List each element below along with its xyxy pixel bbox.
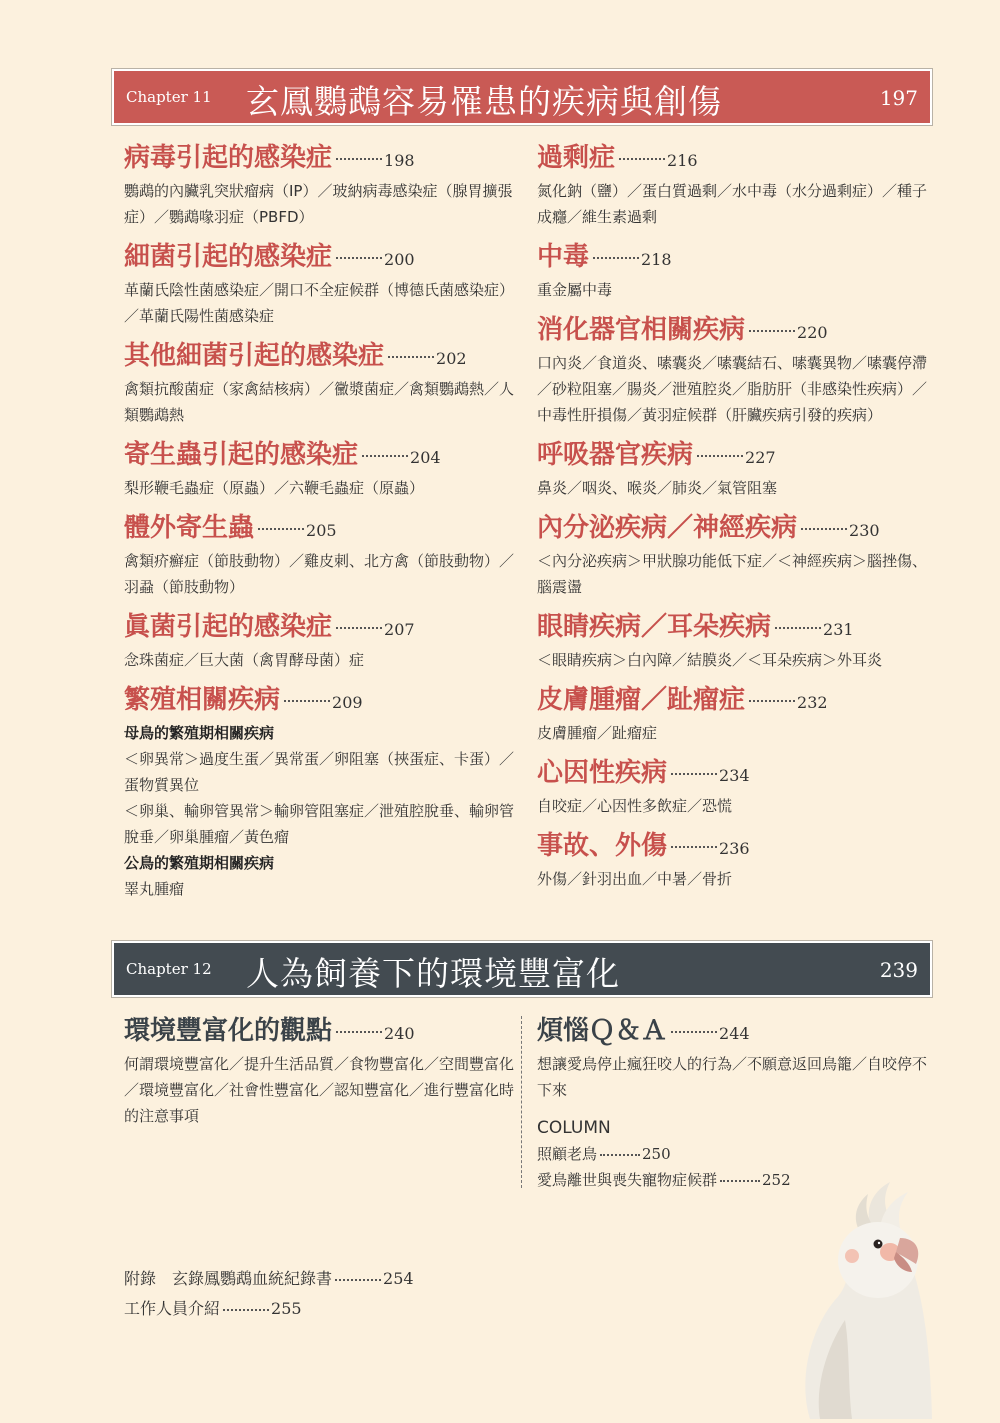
chapter-title: 玄鳳鸚鵡容易罹患的疾病與創傷	[246, 82, 722, 121]
section-heading[interactable]: 細菌引起的感染症 200	[124, 242, 415, 272]
section-topics: 禽類抗酸菌症（家禽結核病）／黴漿菌症／禽類鸚鵡熱／人類鸚鵡熱	[124, 380, 515, 424]
toc-section	[537, 511, 932, 600]
appendix-entry[interactable]: 工作人員介紹 255	[124, 1299, 302, 1318]
appendix-entry[interactable]: 附錄 玄錄鳳鸚鵡血統紀錄書 254	[124, 1269, 414, 1288]
subsection-title: 公鳥的繁殖期相關疾病	[124, 854, 275, 872]
section-topics: ＜內分泌疾病＞甲狀腺功能低下症／＜神經疾病＞腦挫傷、腦震盪	[537, 552, 928, 596]
section-heading[interactable]: 內分泌疾病／神經疾病 230	[537, 513, 880, 543]
toc-section	[537, 438, 932, 501]
entry-page-number: 255	[271, 1299, 302, 1318]
section-heading[interactable]: 寄生蟲引起的感染症 204	[124, 440, 441, 470]
section-topics: 氮化鈉（鹽）／蛋白質過剩／水中毒（水分過剩症）／種子成癮／維生素過剩	[537, 182, 928, 226]
section-topics: 念珠菌症／巨大菌（禽胃酵母菌）症	[124, 651, 365, 669]
section-page-number: 218	[641, 250, 672, 269]
section-topics: 禽類疥癬症（節肢動物）／雞皮刺、北方禽（節肢動物）／羽蝨（節肢動物）	[124, 552, 515, 596]
section-heading[interactable]: 其他細菌引起的感染症 202	[124, 341, 467, 371]
section-heading[interactable]: 中毒 218	[537, 242, 672, 272]
chapter-11-right-column	[537, 141, 932, 902]
section-topics: 想讓愛鳥停止瘋狂咬人的行為／不願意返回鳥籠／自咬停不下來	[537, 1055, 928, 1099]
section-page-number: 207	[384, 620, 415, 639]
section-page-number: 244	[719, 1024, 750, 1043]
section-heading[interactable]: 心因性疾病 234	[537, 758, 750, 788]
toc-section	[537, 240, 932, 303]
chapter-label: Chapter 11	[126, 88, 212, 106]
chapter-label: Chapter 12	[126, 960, 212, 978]
section-heading[interactable]: 體外寄生蟲 205	[124, 513, 337, 543]
section-heading[interactable]: 病毒引起的感染症 198	[124, 143, 415, 173]
section-page-number: 232	[797, 693, 828, 712]
section-page-number: 234	[719, 766, 750, 785]
section-topics: ＜眼睛疾病＞白內障／結膜炎／＜耳朵疾病＞外耳炎	[537, 651, 883, 669]
column-entry[interactable]: 愛鳥離世與喪失寵物症候群 252	[537, 1171, 791, 1189]
chapter-12-right-column	[537, 1014, 932, 1193]
section-topics: 梨形鞭毛蟲症（原蟲）／六鞭毛蟲症（原蟲）	[124, 479, 425, 497]
toc-section	[124, 438, 514, 501]
section-topics: 重金屬中毒	[537, 281, 613, 299]
chapter-page-number[interactable]: 239	[879, 958, 918, 982]
column-divider	[521, 1016, 522, 1188]
section-page-number: 220	[797, 323, 828, 342]
toc-section	[124, 339, 514, 428]
section-heading[interactable]: 環境豐富化的觀點 240	[124, 1016, 415, 1046]
section-topics: ＜卵異常＞過度生蛋／異常蛋／卵阻塞（挾蛋症、卡蛋）／蛋物質異位	[124, 750, 515, 794]
section-heading[interactable]: 呼吸器官疾病 227	[537, 440, 776, 470]
toc-section	[537, 683, 932, 746]
column-entry[interactable]: 照顧老鳥 250	[537, 1145, 671, 1163]
section-page-number: 200	[384, 250, 415, 269]
chapter-page-number[interactable]: 197	[879, 86, 918, 110]
chapter-12-left-column	[124, 1014, 514, 1139]
toc-section	[537, 829, 932, 892]
section-page-number: 204	[410, 448, 441, 467]
section-page-number: 236	[719, 839, 750, 858]
toc-section	[124, 240, 514, 329]
chapter-12-header	[112, 941, 932, 997]
toc-section	[537, 756, 932, 819]
cockatiel-photo	[790, 1180, 940, 1423]
toc-section	[537, 610, 932, 673]
section-heading[interactable]: 過剩症 216	[537, 143, 698, 173]
section-topics: 自咬症／心因性多飲症／恐慌	[537, 797, 733, 815]
section-page-number: 230	[849, 521, 880, 540]
section-heading[interactable]: 繁殖相關疾病 209	[124, 685, 363, 715]
column-label: COLUMN	[537, 1118, 611, 1138]
section-topics: 何謂環境豐富化／提升生活品質／食物豐富化／空間豐富化／環境豐富化／社會性豐富化／認知豐富化／進行豐富化時的注意事項	[124, 1055, 515, 1125]
chapter-11-header	[112, 69, 932, 125]
entry-page-number: 254	[383, 1269, 414, 1288]
section-topics: 鸚鵡的內臟乳突狀瘤病（IP）／玻納病毒感染症（腺胃擴張症）／鸚鵡喙羽症（PBFD）	[124, 182, 513, 226]
section-heading[interactable]: 皮膚腫瘤／趾瘤症 232	[537, 685, 828, 715]
chapter-11-left-column	[124, 141, 514, 912]
section-page-number: 205	[306, 521, 337, 540]
section-topics: 鼻炎／咽炎、喉炎／肺炎／氣管阻塞	[537, 479, 778, 497]
entry-page-number: 250	[642, 1145, 671, 1163]
section-heading[interactable]: 眼睛疾病／耳朵疾病 231	[537, 612, 854, 642]
cockatiel-icon	[790, 1180, 940, 1419]
toc-section	[124, 141, 514, 230]
toc-section-breeding	[124, 683, 514, 902]
section-page-number: 240	[384, 1024, 415, 1043]
section-page-number: 209	[332, 693, 363, 712]
toc-section	[537, 313, 932, 428]
section-topics: 外傷／針羽出血／中暑／骨折	[537, 870, 733, 888]
chapter-title: 人為飼養下的環境豐富化	[246, 954, 620, 993]
toc-section	[124, 511, 514, 600]
section-heading[interactable]: 消化器官相關疾病 220	[537, 315, 828, 345]
toc-section	[537, 141, 932, 230]
section-page-number: 202	[436, 349, 467, 368]
section-topics: 口內炎／食道炎、嗉囊炎／嗉囊結石、嗉囊異物／嗉囊停滯／砂粒阻塞／腸炎／泄殖腔炎／脂肪肝（非感染性疾病）／中毒性肝損傷／黃羽症候群（肝臟疾病引發的疾病）	[537, 354, 928, 424]
appendix-list	[124, 1264, 414, 1324]
section-topics: ＜卵巢、輸卵管異常＞輸卵管阻塞症／泄殖腔脫垂、輸卵管脫垂／卵巢腫瘤／黃色瘤	[124, 802, 515, 846]
section-heading[interactable]: 事故、外傷 236	[537, 831, 750, 861]
toc-section	[124, 610, 514, 673]
section-heading[interactable]: 煩惱Ｑ＆Ａ 244	[537, 1016, 750, 1046]
section-page-number: 231	[823, 620, 854, 639]
section-topics: 革蘭氏陰性菌感染症／開口不全症候群（博德氏菌感染症）／革蘭氏陽性菌感染症	[124, 281, 515, 325]
section-page-number: 216	[667, 151, 698, 170]
section-topics: 睪丸腫瘤	[124, 880, 185, 898]
section-page-number: 198	[384, 151, 415, 170]
subsection-title: 母鳥的繁殖期相關疾病	[124, 724, 275, 742]
toc-section	[537, 1014, 932, 1103]
section-page-number: 227	[745, 448, 776, 467]
entry-page-number: 252	[762, 1171, 791, 1189]
toc-section	[124, 1014, 514, 1129]
section-heading[interactable]: 眞菌引起的感染症 207	[124, 612, 415, 642]
section-topics: 皮膚腫瘤／趾瘤症	[537, 724, 658, 742]
